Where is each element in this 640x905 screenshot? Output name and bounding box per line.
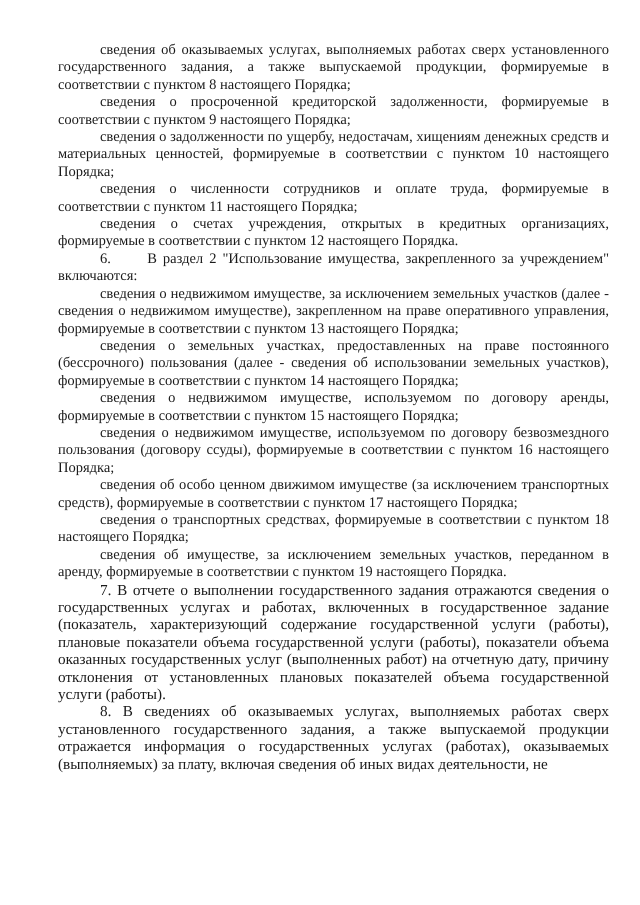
paragraph-bank-accounts: сведения о счетах учреждения, открытых в кредитных организациях, формируемые в соответствии с пунктом 12 настоящего Порядка. xyxy=(58,216,609,250)
paragraph-vehicles: сведения о транспортных средствах, формируемые в соответствии с пунктом 18 настоящего Порядка; xyxy=(58,511,609,546)
paragraph-services-beyond-task: сведения об оказываемых услугах, выполняемых работах сверх установленного государственного задания, а также выпускаемой продукции, формируемые в соответствии с пунктом 8 настоящего Порядка; xyxy=(58,42,609,93)
paragraph-overdue-payables: сведения о просроченной кредиторской задолженности, формируемые в соответствии с пунктом 9 настоящего Порядка; xyxy=(58,94,609,128)
paragraph-item-8: 8. В сведениях об оказываемых услугах, выполняемых работах сверх установленного государственного задания, а также выпускаемой продукции отражается информация о государственных услугах (работах), оказываемых (выполняемых) за плату, включая сведения об иных видах деятельности, не xyxy=(58,703,609,773)
paragraph-valuable-movable: сведения об особо ценном движимом имуществе (за исключением транспортных средств), формируемые в соответствии с пунктом 17 настоящего Порядка; xyxy=(58,477,609,511)
paragraph-leased-out-property: сведения об имуществе, за исключением земельных участков, переданном в аренду, формируемые в соответствии с пунктом 19 настоящего Порядка. xyxy=(58,546,609,581)
document-page xyxy=(58,42,609,773)
paragraph-real-estate-lease: сведения о недвижимом имуществе, используемом по договору аренды, формируемые в соответствии с пунктом 15 настоящего Порядка; xyxy=(58,390,609,424)
paragraph-damage-debt: сведения о задолженности по ущербу, недостачам, хищениям денежных средств и материальных ценностей, формируемые в соответствии с пунктом 10 настоящего Порядка; xyxy=(58,129,609,180)
paragraph-section-2-heading: 6. В раздел 2 "Использование имущества, закрепленного за учреждением" включаются: xyxy=(58,250,609,285)
paragraph-land-plots: сведения о земельных участках, предоставленных на праве постоянного (бессрочного) пользования (далее - сведения об использовании земельных участков), формируемые в соответствии с пунктом 14 настоящего Порядка; xyxy=(58,337,609,389)
paragraph-real-estate-operational: сведения о недвижимом имуществе, за исключением земельных участков (далее - сведения о недвижимом имуществе), закрепленном на праве оперативного управления, формируемые в соответствии с пунктом 13 настоящего Порядка; xyxy=(58,285,609,337)
paragraph-item-7: 7. В отчете о выполнении государственного задания отражаются сведения о государственных услугах и работах, включенных в государственное задание (показатель, характеризующий содержание государственной услуги (работы), плановые показатели объема государственной услуги (работы), показатели объема оказанных государственных услуг (выполненных работ) на отчетную дату, причину отклонения от установленных плановых показателей объема государственной услуги (работы). xyxy=(58,581,609,704)
paragraph-staff-and-pay: сведения о численности сотрудников и оплате труда, формируемые в соответствии с пунктом 11 настоящего Порядка; xyxy=(58,181,609,215)
paragraph-real-estate-free-use: сведения о недвижимом имуществе, используемом по договору безвозмездного пользования (договору ссуды), формируемые в соответствии с пунктом 16 настоящего Порядка; xyxy=(58,424,609,476)
